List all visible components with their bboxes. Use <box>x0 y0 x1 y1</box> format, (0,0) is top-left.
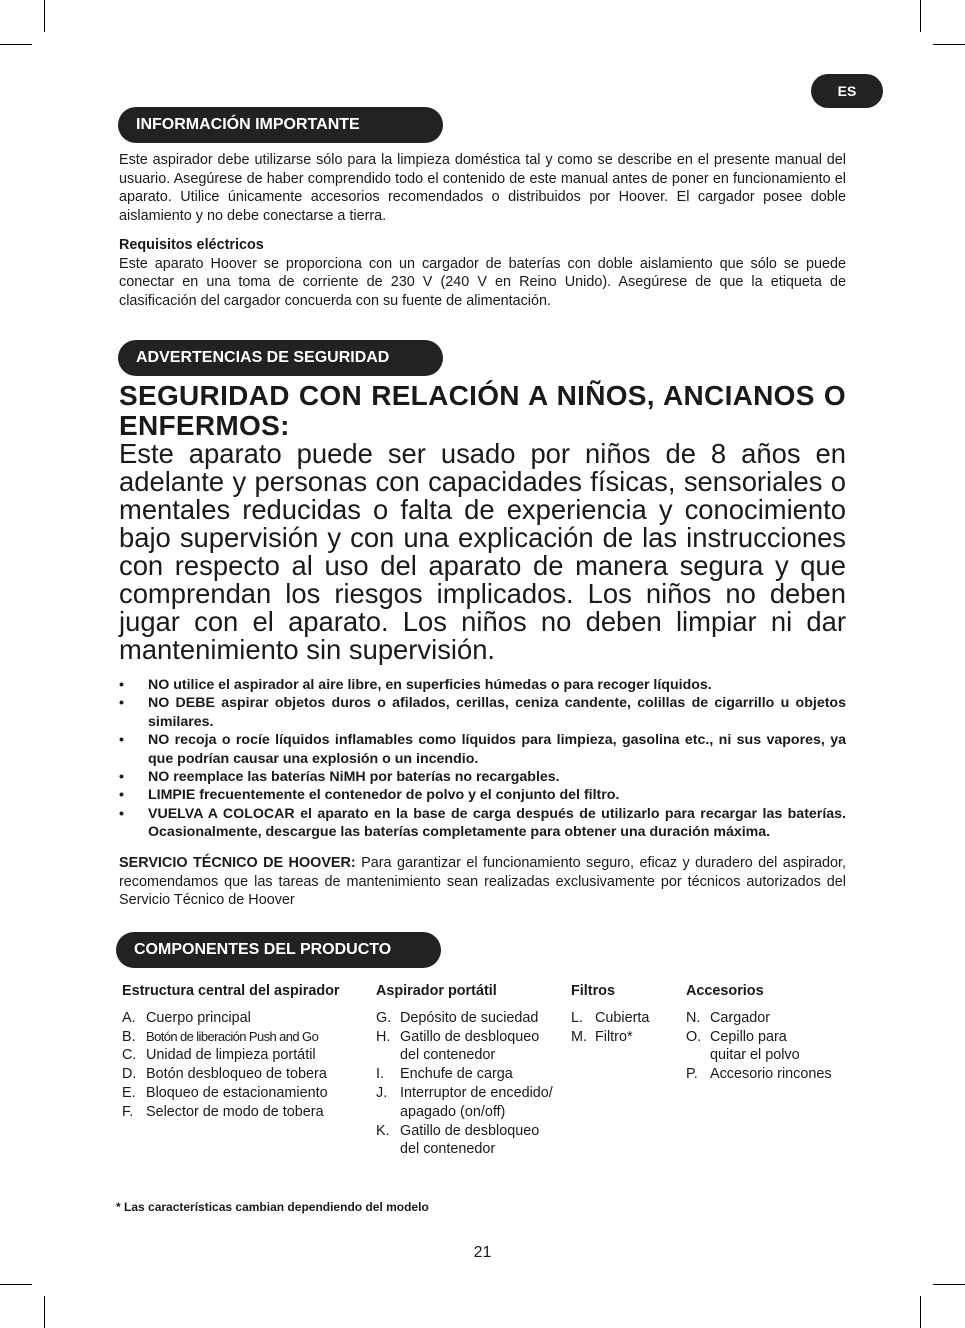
electrical-title: Requisitos eléctricos <box>119 237 264 253</box>
component-column-handheld <box>376 982 553 1159</box>
crop-mark <box>933 44 965 45</box>
safety-big-text: Este aparato puede ser usado por niños de 8 años en adelante y personas con capacidades físicas, sensoriales o mentales reducidas o falta de experiencia y conocimiento bajo supervisión y con una explicación de las instrucciones con respecto al uso del aparato de manera segura y que comprendan los riesgos implicados. Los niños no deben jugar con el aparato. Los niños no deben limpiar ni dar mantenimiento sin supervisión. <box>119 438 846 665</box>
list-item: M. Filtro* <box>571 1028 633 1045</box>
crop-mark <box>44 1296 45 1328</box>
column-title: Accesorios <box>686 983 764 999</box>
crop-mark <box>920 0 921 32</box>
crop-mark <box>933 1284 965 1285</box>
crop-mark <box>0 44 32 45</box>
list-item: C. Unidad de limpieza portátil <box>122 1047 316 1064</box>
list-item: F. Selector de modo de tobera <box>122 1103 324 1120</box>
list-item-continuation: apagado (on/off) <box>400 1103 506 1120</box>
column-title: Estructura central del aspirador <box>122 983 340 999</box>
list-item: A. Cuerpo principal <box>122 1009 251 1026</box>
list-item: • NO reemplace las baterías NiMH por baterías no recargables. <box>119 769 560 786</box>
column-title: Filtros <box>571 983 615 999</box>
service-label: SERVICIO TÉCNICO DE HOOVER: <box>119 855 356 871</box>
bullet-icon: • <box>119 805 124 822</box>
bullet-icon: • <box>119 677 124 693</box>
column-title: Aspirador portátil <box>376 983 497 999</box>
crop-mark <box>0 1284 32 1285</box>
list-item: • NO utilice el aspirador al aire libre, en superficies húmedas o para recoger líquidos. <box>119 677 712 693</box>
crop-mark <box>44 0 45 32</box>
list-item: B. Botón de liberación Push and Go <box>122 1028 319 1045</box>
list-item: P. Accesorio rincones <box>686 1066 832 1083</box>
page-number: 21 <box>473 1244 492 1261</box>
bullet-icon: • <box>119 769 124 786</box>
bullet-icon: • <box>119 787 124 804</box>
language-badge: ES <box>811 74 883 108</box>
list-item: I. Enchufe de carga <box>376 1066 513 1083</box>
list-item: L. Cubierta <box>571 1009 650 1026</box>
component-column-accessories <box>686 982 832 1084</box>
bullet-icon: • <box>119 732 124 749</box>
component-column-filters <box>571 982 649 1046</box>
list-item: E. Bloqueo de estacionamiento <box>122 1084 328 1101</box>
important-intro: Este aspirador debe utilizarse sólo para la limpieza doméstica tal y como se describe en el presente manual del usuario. Asegúrese de haber comprendido todo el contenido de este manual antes de poner en funcionamiento el aparato. Utilice únicamente accesorios recomendados o distribuidos por Hoover. El cargador posee doble aislamiento y no debe conectarse a tierra. <box>119 152 846 224</box>
footnote: * Las características cambian dependiendo del modelo <box>116 1200 429 1214</box>
list-item: G. Depósito de suciedad <box>376 1009 539 1026</box>
list-item: • VUELVA A COLOCAR el aparato en la base de carga después de utilizarlo para recargar las baterías. Ocasionalmente, descargue las baterías completamente para obtener una duración máxima. <box>119 805 846 841</box>
section-header-components: COMPONENTES DEL PRODUCTO <box>116 932 441 968</box>
component-column-main <box>122 982 340 1122</box>
section-header-important: INFORMACIÓN IMPORTANTE <box>118 107 443 143</box>
safety-big-title: SEGURIDAD CON RELACIÓN A NIÑOS, ANCIANOS O ENFERMOS: <box>119 380 846 441</box>
list-item: O. Cepillo para <box>686 1028 787 1045</box>
service-text: Para garantizar el funcionamiento seguro, eficaz y duradero del aspirador, recomendamos que las tareas de mantenimiento sean realizadas exclusivamente por técnicos autorizados del Servicio Técnico de Hoover <box>119 855 846 909</box>
list-item-continuation: quitar el polvo <box>710 1047 800 1064</box>
list-item: J. Interruptor de encedido/ <box>376 1084 553 1101</box>
list-item: N. Cargador <box>686 1009 770 1026</box>
list-item: K. Gatillo de desbloqueo <box>376 1122 540 1139</box>
list-item: D. Botón desbloqueo de tobera <box>122 1066 327 1083</box>
list-item-continuation: del contenedor <box>400 1047 496 1064</box>
list-item: • NO recoja o rocíe líquidos inflamables como líquidos para limpieza, gasolina etc., ni sus vapores, ya que podrían causar una explosión o un incendio. <box>119 732 846 767</box>
crop-mark <box>920 1296 921 1328</box>
electrical-text: Este aparato Hoover se proporciona con un cargador de baterías con doble aislamiento que sólo se puede conectar en una toma de corriente de 230 V (240 V en Reino Unido). Asegúrese de que la etiqueta de clasificación del cargador concuerda con su fuente de alimentación. <box>119 255 846 309</box>
section-header-safety: ADVERTENCIAS DE SEGURIDAD <box>118 340 443 376</box>
bullet-icon: • <box>119 695 124 712</box>
list-item: • LIMPIE frecuentemente el contenedor de polvo y el conjunto del filtro. <box>119 787 620 804</box>
list-item-continuation: del contenedor <box>400 1141 496 1158</box>
safety-bullets <box>119 676 846 842</box>
electrical-requirements <box>119 236 846 310</box>
list-item: • NO DEBE aspirar objetos duros o afilados, cerillas, ceniza candente, colillas de cigarrillo u objetos similares. <box>119 695 846 730</box>
service-paragraph <box>119 854 846 910</box>
list-item: H. Gatillo de desbloqueo <box>376 1028 540 1045</box>
